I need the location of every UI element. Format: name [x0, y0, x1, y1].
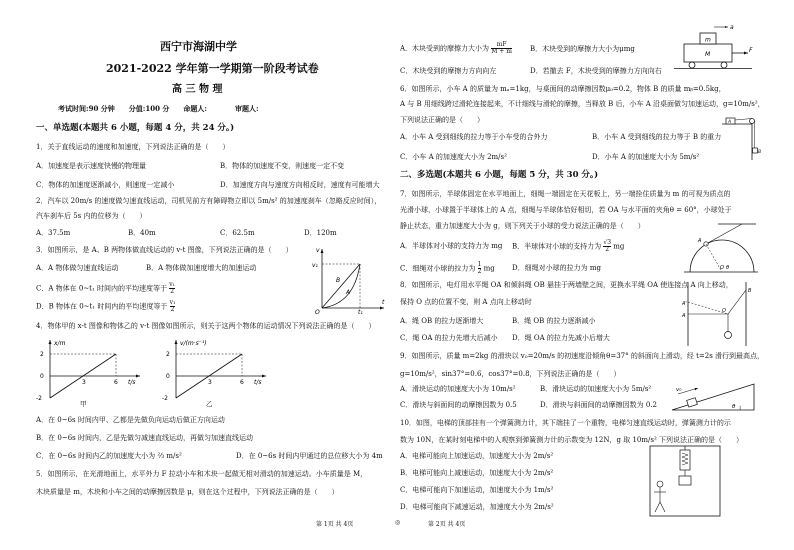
q8-option-d: D．绳 OA 的拉力先减小后增大 — [512, 334, 610, 342]
q4-option-a: A．在 0~6s 时间内甲、乙都是先做负向运动后做正方向运动 — [36, 416, 225, 424]
q5-stem-1: 5．如图所示，在光滑地面上，水平外力 F 拉动小车和木块一起做无相对滑动的加速运动。小车质量是 M， — [36, 470, 368, 478]
q9-option-c: C．滑块与斜面间的动摩擦因数为 0.5 — [400, 401, 517, 409]
exam-info: 考试时间:90 分钟 分值:100 分 命题人: 审题人: — [58, 104, 259, 113]
q5-stem-2: 木块质量是 m，木块和小车之间的动摩擦因数是 μ，则在这个过程中，下列说法正确的是（ ） — [36, 488, 339, 496]
q9-v0-label: v₀ — [676, 387, 682, 393]
q4-yi-caption: 乙 — [206, 400, 213, 408]
q4-jia-caption: 甲 — [80, 400, 87, 408]
school-name: 西宁市海湖中学 — [160, 40, 237, 53]
q9-option-b: B．滑块运动的加速度大小为 5m/s² — [540, 385, 652, 393]
q5-force-F-label: F — [749, 47, 753, 54]
q4-jia-y0: 0 — [40, 373, 44, 380]
q9-angle-theta-label: θ — [732, 404, 736, 410]
q3-option-a: A．A 物体做匀速直线运动 — [36, 264, 119, 272]
q2-stem-2: 汽车刹车后 5s 内的位移为（ ） — [36, 212, 147, 220]
q8-stem-2: 保持 O 点的位置不变，则 A 点向上移动时 — [400, 298, 532, 306]
q4-stem: 4．物体甲的 x-t 图像和物体乙的 v-t 图像如图所示，则关于这两个物体的运动情况下列说法正确的是（ ） — [36, 322, 376, 330]
q8-option-a: A．绳 OB 的拉力逐渐增大 — [400, 317, 484, 325]
q3-origin-label: O — [315, 309, 320, 314]
q4-jia-y2: 2 — [40, 351, 44, 358]
q3-option-d: D．B 物体在 0~t₁ 时间内的平均速度等于 v₁ 2 — [36, 299, 176, 313]
q3-v1-label: v₁ — [312, 262, 318, 269]
q5-option-b: B．木块受到的摩擦力大小为μmg — [530, 45, 635, 53]
q4-graph-jia — [36, 336, 146, 408]
q4-jia-x3: 3 — [82, 379, 86, 386]
q1-option-b: B．物体的加速度不变，则速度一定不变 — [220, 162, 345, 170]
q5-block-m-label: m — [705, 36, 711, 44]
q4-graph-yi — [162, 336, 272, 408]
q4-option-d: D．在 0~6s 时间内甲通过的总位移大小为 4m — [236, 452, 383, 460]
q7-stem-2: 光滑小球，小球置于半球体上的 A 点，细绳与半球体恰好相切，若 OA 与水平面的夹角θ = 60°，小球处于 — [400, 206, 732, 214]
q4-yi-y0: 0 — [166, 373, 170, 380]
q6-cart-A-label: A — [728, 120, 732, 125]
q3-vt-graph — [312, 246, 390, 314]
q3-option-c: C．A 物体在 0~t₁ 时间内的平均速度等于 v₁ 2 — [36, 281, 176, 295]
q10-option-c: C．电梯可能向下加速运动，加速度大小为 1m/s² — [400, 486, 554, 494]
binding-dot-icon: ◎ — [395, 519, 401, 526]
q3-option-b: B．A 物体做加速度增大的加速运动 — [146, 264, 257, 272]
q9-incline-figure — [668, 378, 758, 414]
q7-option-c: C．细绳对小球的拉力为 $\frac{1}{2}$ mg — [400, 261, 495, 275]
q6-stem-3: 下列说法正确的是（ ） — [400, 116, 484, 124]
q7-point-A-label: A — [698, 238, 702, 244]
right-column — [400, 0, 765, 520]
q4-jia-x6: 6 — [114, 379, 118, 386]
q4-jia-xunit: t/s — [128, 379, 136, 386]
q5-option-a: A．木块受到的摩擦力大小为 $\frac{mF}{M + m}$ — [400, 41, 512, 55]
q5-option-d: D．若撤去 F，木块受到的摩擦力方向向右 — [530, 67, 662, 75]
footer-page-right: 第 2页 共 4页 — [428, 521, 466, 528]
q6-option-d: D．小车 A 的加速度大小为 5m/s² — [592, 153, 700, 161]
q3-curve-a-label: A — [346, 289, 351, 296]
q8-option-c: C．绳 OA 的拉力先增大后减小 — [400, 334, 498, 342]
q6-stem-1: 6．如图所示，小车 A 的质量为 mₐ=1kg，与桌面间的动摩擦因数μ₀=0.2，物体 B 的质量 mᵦ=0.5kg， — [400, 85, 726, 93]
q6-option-b: B．小车 A 受到细线的拉力等于 B 的重力 — [592, 133, 722, 141]
q3-axis-v-label: v — [316, 247, 320, 254]
q10-elevator-figure — [646, 444, 724, 518]
q3-curve-b-label: B — [336, 277, 341, 284]
q7-angle-theta-label: θ — [726, 265, 730, 271]
q9-stem-2: g=10m/s²，sin37°=0.6，cos37°=0.8，下列说法正确的是（ ） — [400, 370, 621, 378]
q4-yi-x3: 3 — [208, 379, 212, 386]
q8-point-A-label: A — [682, 313, 686, 319]
exam-title: 2021-2022 学年第一学期第一阶段考试卷 — [106, 62, 319, 75]
q4-option-b: B．在 0~6s 时间内，乙是先做匀减速直线运动，再做匀加速直线运动 — [36, 434, 253, 442]
q6-stem-2: A 与 B 用细线跨过滑轮连接起来，不计细线与滑轮的摩擦，当释放 B 后，小车 A 沿桌面做匀加速运动，g=10m/s²， — [400, 100, 765, 108]
q4-yi-x6: 6 — [240, 379, 244, 386]
q3-axis-t-label: t — [382, 299, 385, 306]
q2-option-b: B．40m — [128, 229, 156, 237]
q4-yi-y2: 2 — [166, 351, 170, 358]
q8-option-b: B．绳 OB 的拉力逐渐减小 — [512, 317, 596, 325]
q6-option-a: A．小车 A 受到细线的拉力等于小车受的合外力 — [400, 133, 548, 141]
q4-jia-ym2: -2 — [36, 395, 42, 402]
footer-page-left: 第 1页 共 4页 — [316, 521, 354, 528]
q7-hemisphere-figure — [682, 222, 758, 276]
q7-option-b: B．半球体对小球的支持力为 $\frac{√3}{2}$ mg — [512, 239, 625, 253]
q4-jia-ylabel: x/m — [54, 340, 66, 347]
q3-stem: 3．如图所示，是 A、B 两物体做直线运动的 v-t 图像，下列说法正确的是（ ） — [36, 246, 293, 254]
q4-yi-xunit: t/s — [254, 379, 262, 386]
q4-option-c: C．在 0~6s 时间内乙的加速度大小为 ⅔ m/s² — [36, 452, 182, 460]
q5-cart-figure — [672, 22, 756, 72]
q8-point-B-label: B — [748, 288, 752, 294]
q5-accel-a-label: a — [730, 24, 734, 31]
q7-stem-3: 静止状态，重力加速度大小为 g，则下列关于小球的受力说法正确的是（ ） — [400, 222, 645, 230]
q4-yi-ym2: -2 — [162, 395, 168, 402]
q10-stem-1: 10．如图，电梯的顶部挂有一个弹簧测力计，其下端挂了一个重物，电梯匀速直线运动时，弹簧测力计的示 — [400, 419, 731, 427]
q8-stem-1: 8．如图所示，电灯用水平绳 OA 和倾斜绳 OB 悬挂于两墙壁之间，更换水平绳 OA 使连接点 A 向上移动， — [400, 281, 733, 289]
q4-yi-ylabel: v/(m·s⁻¹) — [180, 340, 207, 347]
q2-stem-1: 2．汽车以 20m/s 的速度做匀速直线运动，司机见前方有障碍物立即以 5m/s² 的加速度刹车（忽略反应时间）， — [36, 197, 382, 205]
q6-block-B-label: B — [758, 150, 762, 155]
q2-option-c: C．62.5m — [220, 229, 255, 237]
q7-option-a: A．半球体对小球的支持力为 mg — [400, 242, 503, 250]
q1-option-a: A．加速度是表示速度快慢的物理量 — [36, 162, 147, 170]
q8-point-Aprime-label: A' — [682, 301, 687, 307]
q2-option-d: D．120m — [304, 229, 337, 237]
q3-t1-label: t₁ — [358, 309, 363, 314]
q8-point-O-label: O — [722, 308, 726, 314]
q1-option-d: D．加速度方向与速度方向相反时，速度有可能增大 — [220, 181, 380, 189]
q9-option-a: A．滑块运动的加速度大小为 10m/s² — [400, 385, 516, 393]
left-column — [36, 0, 388, 520]
q5-option-c: C．木块受到的摩擦力方向向左 — [400, 67, 497, 75]
q2-option-a: A．37.5m — [36, 229, 71, 237]
q7-stem-1: 7．如图所示，半球体固定在水平地面上，细绳一端固定在天花板上，另一端拴住质量为 m 的可视为质点的 — [400, 190, 731, 198]
q10-option-d: D．电梯可能向下减速运动，加速度大小为 2m/s² — [400, 503, 554, 511]
q1-option-c: C．物体的加速度逐渐减小，则速度一定减小 — [36, 181, 175, 189]
q1-stem: 1．关于直线运动的速度和加速度，下列说法正确的是（ ） — [36, 143, 230, 151]
q7-option-d: D．细绳对小球的拉力为 mg — [512, 264, 601, 272]
section-1-title: 一、单选题(本题共 6 小题，每题 4 分，共 24 分。) — [36, 123, 235, 133]
q6-pulley-figure — [722, 112, 762, 162]
q9-stem-1: 9．如图所示，质量 m=2kg 的滑块以 v₀=20m/s 的初速度沿倾角θ=37° 的斜面向上滑动，经 t=2s 滑行到最高点， — [400, 352, 765, 360]
q7-center-O-label: O — [720, 265, 724, 271]
q10-option-a: A．电梯可能向上加速运动，加速度大小为 2m/s² — [400, 452, 554, 460]
q9-option-d: D．滑块与斜面间的动摩擦因数为 0.2 — [540, 401, 657, 409]
q5-cart-M-label: M — [705, 51, 711, 58]
section-2-title: 二、多选题(本题共 6 小题，每题 5 分，共 30 分。) — [400, 170, 599, 180]
q10-option-b: B．电梯可能向上减速运动，加速度大小为 2m/s² — [400, 469, 554, 477]
q10-stem-2: 数为 10N，在某时刻电梯中的人观察到弹簧测力计的示数变为 12N，g 取 10m/s² 下列说法正确的是（ ） — [400, 436, 743, 444]
q8-lamp-figure — [682, 280, 758, 352]
subject-title: 高 三 物 理 — [172, 84, 223, 95]
q6-option-c: C．小车 A 的加速度大小为 2m/s² — [400, 153, 507, 161]
